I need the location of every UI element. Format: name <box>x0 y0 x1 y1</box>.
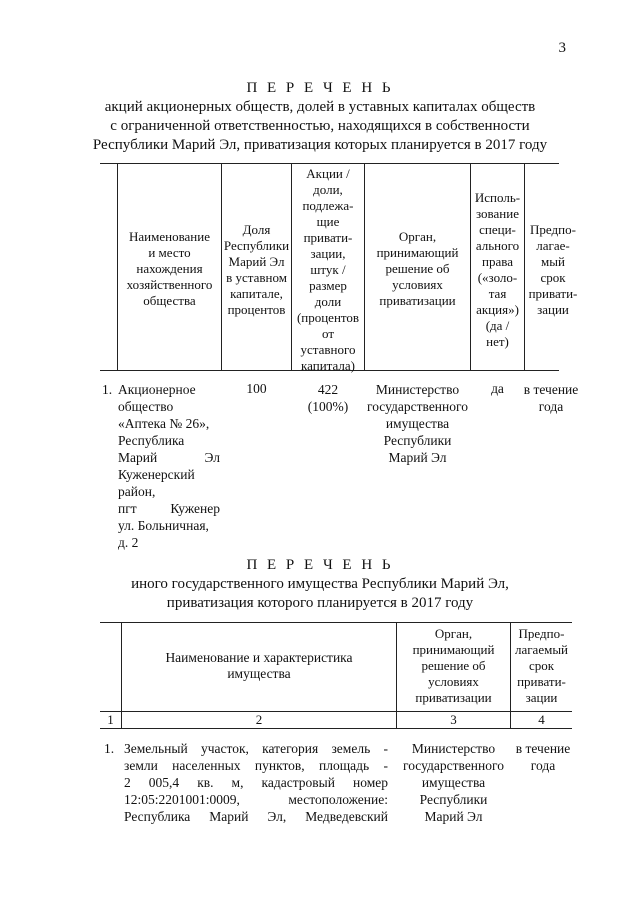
list1-subtitle-line: акций акционерных обществ, долей в уставных капиталах обществ <box>104 99 536 115</box>
column-number: 1 <box>107 712 114 727</box>
column-number: 2 <box>255 712 263 727</box>
header-organ: Орган, принимающий решение об условиях приватизации <box>376 229 459 308</box>
row-description: Земельный участок, категория земель - земли населенных пунктов, площадь - 2 005,4 кв. м, кадастровый номер 12:05:2201001:0009, местоположение: Республика Марий Эл, Медведевский <box>124 741 388 824</box>
row-organ: Министерство государственного имущества Республики Марий Эл <box>403 741 504 824</box>
list1-subtitle-line: Республики Марий Эл, приватизация которых планируется в 2017 году <box>92 137 548 153</box>
row-term: в течение года <box>515 741 571 773</box>
row-organ: Министерство государственного имущества Республики Марий Эл <box>367 382 468 465</box>
row-term: в течение года <box>523 382 579 414</box>
column-number: 3 <box>450 712 457 727</box>
table-colnum-bottom <box>100 728 572 729</box>
header-organ: Орган, принимающий решение об условиях приватизации <box>412 626 495 705</box>
page-number: 3 <box>558 40 566 56</box>
header-property: Наименование и характеристика имущества <box>165 650 353 681</box>
header-term: Предпо- лагаемый срок привати- зации <box>514 626 569 705</box>
header-golden-share: Исполь- зование специ- ального права («золо- тая акция») (да / нет) <box>474 190 521 349</box>
list2-subtitle-line: приватизация которого планируется в 2017 году <box>166 595 474 611</box>
list2-title: П Е Р Е Ч Е Н Ь <box>246 557 394 573</box>
row-number: 1. <box>104 741 115 756</box>
row-shares: 422 (100%) <box>307 382 349 414</box>
row-share: 100 <box>246 381 267 396</box>
list2-subtitle-line: иного государственного имущества Республики Марий Эл, <box>131 576 509 592</box>
table-border-top <box>100 163 559 164</box>
list1-title: П Е Р Е Ч Е Н Ь <box>246 80 394 96</box>
column-number: 4 <box>538 712 545 727</box>
header-share: Доля Республики Марий Эл в уставном капитале, процентов <box>223 222 290 317</box>
list1-subtitle-line: с ограниченной ответственностью, находящихся в собственности <box>110 118 530 134</box>
header-shares-count: Акции / доли, подлежа- щие привати- зации, штук / размер доли (процентов от уставного капитала) <box>296 166 360 373</box>
header-term: Предпо- лагае- мый срок привати- зации <box>528 222 578 317</box>
header-name: Наименование и место нахождения хозяйственного общества <box>126 229 213 308</box>
table-border-top <box>100 622 572 623</box>
row-name: Акционерное общество «Аптека № 26», Республика Марий Эл Куженерский район, пгт Куженер ул. Больничная, д. 2 <box>118 382 220 550</box>
row-golden-share: да <box>491 381 504 396</box>
row-number: 1. <box>102 382 113 397</box>
